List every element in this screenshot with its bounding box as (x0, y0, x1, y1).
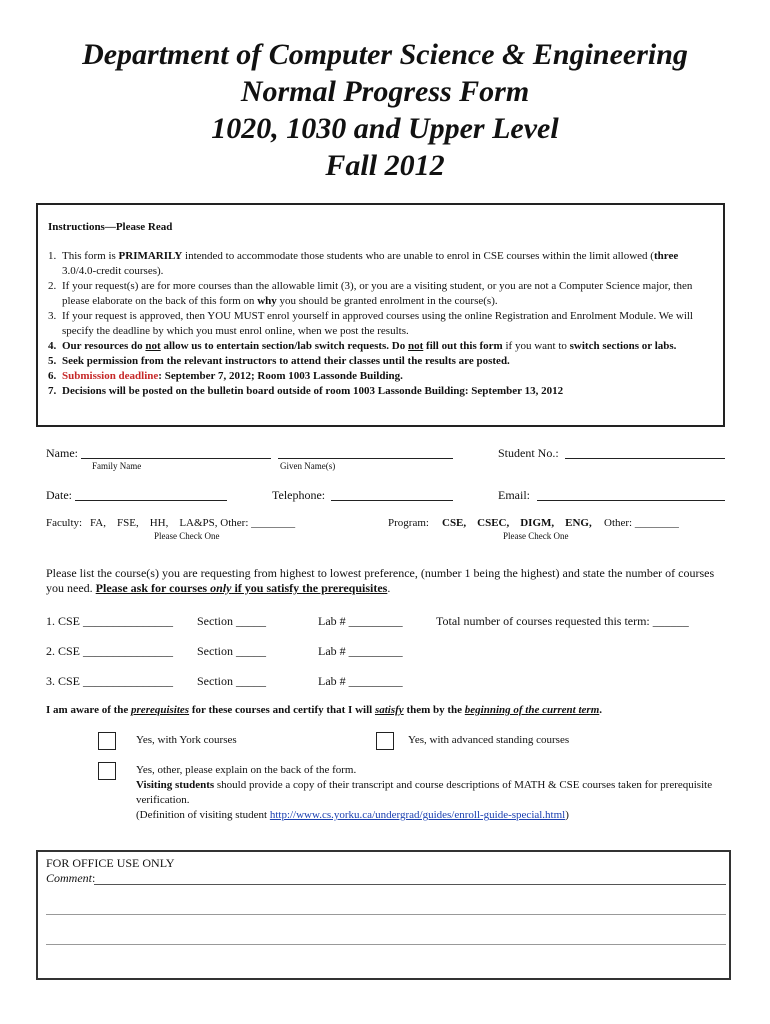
title-term: Fall 2012 (325, 149, 445, 182)
lab-3-field[interactable]: Lab # _________ (318, 674, 403, 688)
item-text: Seek permission from the relevant instructors to attend their classes until the results are posted. (62, 355, 510, 367)
other-checkbox[interactable] (98, 762, 116, 780)
visiting-students-note (136, 778, 726, 808)
other-explanation (136, 763, 726, 823)
instructions-list (48, 249, 713, 399)
visiting-definition (136, 808, 726, 823)
intro-emphasis: if you satisfy the prerequisites (231, 581, 388, 595)
office-use-heading: FOR OFFICE USE ONLY (46, 856, 175, 870)
visiting-student-guide-link[interactable]: http://www.cs.yorku.ca/undergrad/guides/enroll-guide-special.html (269, 809, 566, 821)
comment-line-2[interactable] (46, 914, 726, 915)
item-number: 7. (48, 385, 57, 397)
cert-emphasis: beginning of the current term (464, 704, 600, 716)
comment-line-1[interactable] (94, 884, 726, 885)
course-3-field[interactable]: 3. CSE _______________ (46, 674, 174, 688)
student-number-label: Student No.: (498, 446, 559, 460)
lab-1-field[interactable]: Lab # _________ (318, 614, 403, 628)
given-name-caption: Given Name(s) (280, 461, 336, 471)
section-2-field[interactable]: Section _____ (197, 644, 266, 658)
item-emphasis: PRIMARILY (118, 250, 183, 262)
instructions-heading: Instructions—Please Read (48, 221, 173, 233)
item-text: If your request is approved, then YOU MUST enrol yourself in approved courses using the online Registration and Enrolment Module. We will specify the deadline by which you must enrol online, when we post the results. (62, 310, 693, 337)
item-text: allow us to entertain section/lab switch requests. Do (160, 340, 408, 352)
york-courses-label: Yes, with York courses (136, 734, 237, 746)
submission-deadline-label: Submission deadline (62, 370, 159, 382)
item-text: you should be granted enrolment in the course(s). (276, 295, 498, 307)
date-label: Date: (46, 488, 72, 502)
item-text: If your request(s) are for more courses than the allowable limit (3), or you are a visiting student, or you are not a Computer Science major, then please elaborate on the back of this form on (62, 280, 693, 307)
item-number: 3. (48, 310, 57, 322)
intro-text: . (387, 581, 391, 595)
item-number: 1. (48, 250, 57, 262)
instruction-item-2 (48, 279, 713, 309)
intro-emphasis: only (210, 581, 232, 595)
comment-line-3[interactable] (46, 944, 726, 945)
program-label: Program: (388, 517, 429, 529)
instruction-item-7 (48, 384, 713, 399)
section-1-field[interactable]: Section _____ (197, 614, 266, 628)
telephone-field[interactable] (331, 500, 453, 501)
instruction-item-5 (48, 354, 713, 369)
item-number: 5. (48, 355, 57, 367)
cert-emphasis: prerequisites (131, 704, 190, 716)
program-other[interactable]: Other: ________ (604, 517, 679, 529)
item-text: : September 7, 2012; Room 1003 Lassonde Building. (158, 370, 403, 382)
item-emphasis: not (408, 340, 424, 352)
course-2-field[interactable]: 2. CSE _______________ (46, 644, 174, 658)
definition-suffix: ) (565, 809, 569, 821)
lab-2-field[interactable]: Lab # _________ (318, 644, 403, 658)
item-text: intended to accommodate those students who are unable to enrol in CSE courses within the limit allowed ( (182, 250, 654, 262)
instruction-item-4 (48, 339, 713, 354)
course-1-field[interactable]: 1. CSE _______________ (46, 614, 174, 628)
york-courses-checkbox[interactable] (98, 732, 116, 750)
family-name-caption: Family Name (92, 461, 142, 471)
instructions-box (36, 203, 725, 427)
title-department: Department of Computer Science & Engineering (82, 38, 688, 71)
form-title (0, 36, 770, 184)
intro-text: Please list the course(s) you are requesting from highest to lowest preference, (number 1 being the highest) and state the number of courses you need. (46, 566, 715, 595)
cert-text: I am aware of the (46, 704, 132, 716)
definition-prefix: (Definition of visiting student (136, 809, 270, 821)
other-label: Yes, other, please explain on the back of the form. (136, 764, 357, 776)
comment-label-text: Comment (46, 871, 92, 885)
cert-text: . (599, 704, 603, 716)
item-text: This form is (62, 250, 119, 262)
item-text: Decisions will be posted on the bulletin board outside of room 1003 Lassonde Building: September 13, 2012 (62, 385, 564, 397)
item-text: if you want to (502, 340, 570, 352)
faculty-options[interactable]: FA, FSE, HH, LA&PS, Other: ________ (90, 517, 296, 529)
cert-text: for these courses and certify that I will (189, 704, 375, 716)
item-text: switch sections or labs. (569, 340, 677, 352)
office-use-box (36, 850, 731, 980)
email-label: Email: (498, 488, 530, 502)
program-options[interactable]: CSE, CSEC, DIGM, ENG, (442, 517, 592, 529)
instruction-item-3 (48, 309, 713, 339)
telephone-label: Telephone: (272, 488, 326, 502)
email-field[interactable] (537, 500, 725, 501)
title-levels: 1020, 1030 and Upper Level (211, 112, 559, 145)
date-field[interactable] (75, 500, 227, 501)
comment-label (46, 871, 95, 886)
advanced-standing-checkbox[interactable] (376, 732, 394, 750)
cert-emphasis: satisfy (374, 704, 404, 716)
faculty-caption: Please Check One (154, 531, 220, 541)
item-emphasis: three (653, 250, 679, 262)
section-3-field[interactable]: Section _____ (197, 674, 266, 688)
intro-emphasis: Please ask for courses (95, 581, 211, 595)
item-emphasis: not (145, 340, 161, 352)
instruction-item-6 (48, 369, 713, 384)
comment-colon: : (92, 871, 96, 885)
item-number: 2. (48, 280, 57, 292)
family-name-field[interactable] (81, 458, 271, 459)
item-text: fill out this form (423, 340, 503, 352)
item-text: 3.0/4.0-credit courses). (62, 265, 164, 277)
name-label: Name: (46, 446, 78, 460)
course-request-instructions (46, 566, 726, 596)
title-form-name: Normal Progress Form (240, 75, 530, 108)
certification-statement (46, 704, 602, 716)
cert-text: them by the (403, 704, 465, 716)
item-emphasis: why (257, 295, 277, 307)
visiting-emphasis: Visiting students (136, 779, 215, 791)
given-name-field[interactable] (278, 458, 453, 459)
advanced-standing-label: Yes, with advanced standing courses (408, 734, 570, 746)
faculty-label: Faculty: (46, 517, 83, 529)
program-caption: Please Check One (503, 531, 569, 541)
student-number-field[interactable] (565, 458, 725, 459)
item-number: 6. (48, 370, 57, 382)
visiting-text: should provide a copy of their transcript and course descriptions of MATH & CSE courses taken for prerequisite verification. (136, 779, 713, 806)
item-number: 4. (48, 340, 57, 352)
item-text: Our resources do (62, 340, 146, 352)
instruction-item-1 (48, 249, 713, 279)
total-courses-field[interactable]: Total number of courses requested this term: ______ (436, 614, 689, 628)
